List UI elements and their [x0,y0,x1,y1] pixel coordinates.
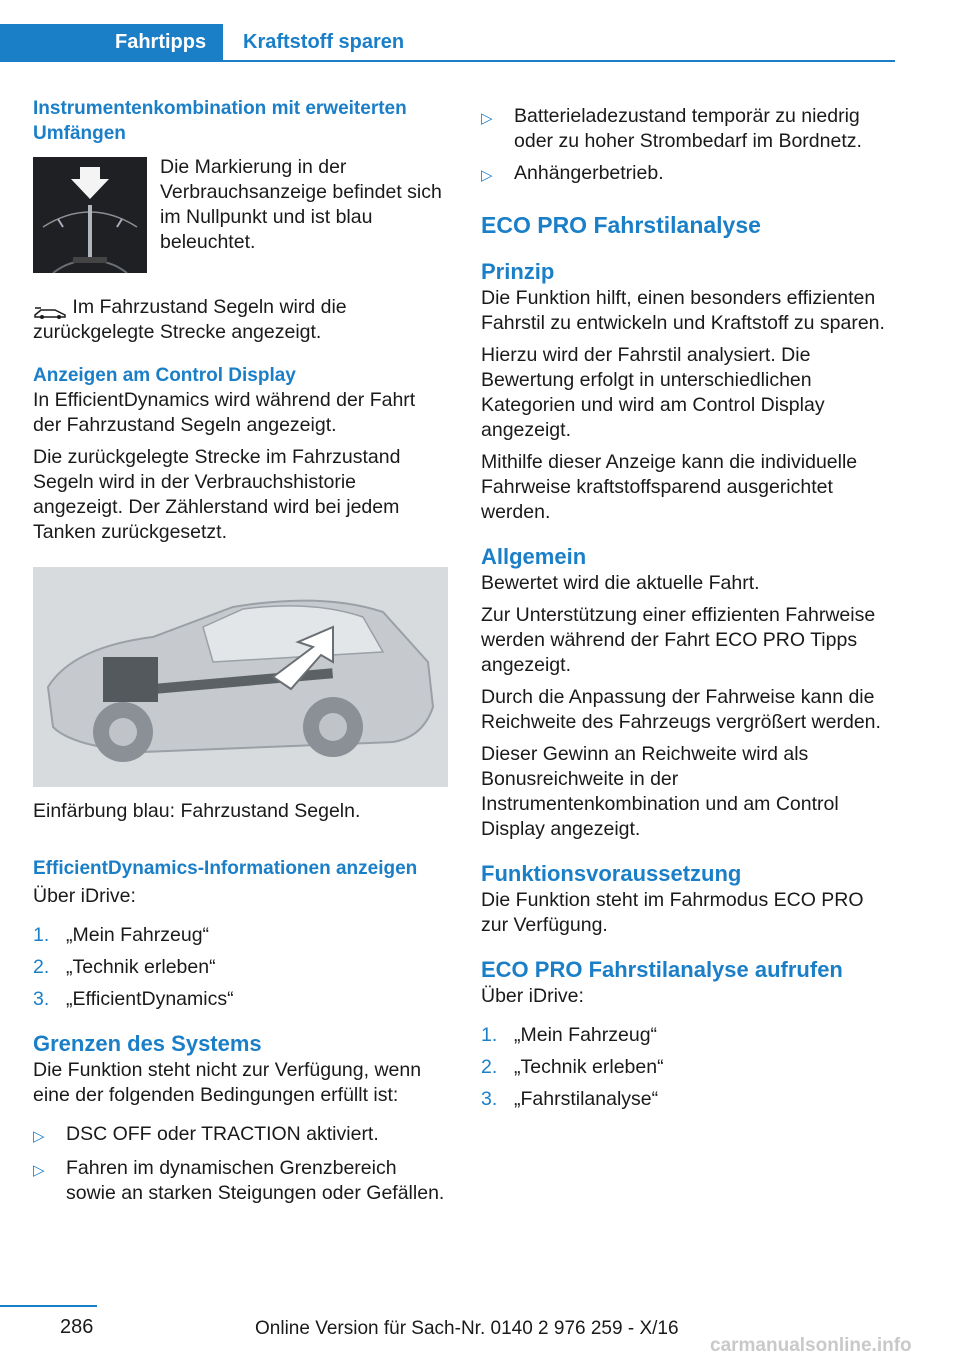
step-number: 1. [33,924,50,946]
triangle-bullet-icon: ▷ [33,1128,45,1145]
bullet-text: Fahren im dynamischen Grenzbereich sowie an starken Steigungen oder Gefällen. [66,1157,445,1204]
footer-divider [0,1305,97,1307]
bullets-left [33,1122,448,1206]
step-text: „EfficientDynamics“ [66,988,234,1010]
header-divider [0,60,895,62]
triangle-bullet-icon: ▷ [33,1162,45,1179]
prinzip-paragraph-1: Die Funktion hilft, einen besonders effizienten Fahrstil zu entwickeln und Kraftstoff zu sparen. [481,287,885,334]
step-number: 3. [481,1088,498,1110]
bullets-right [481,104,896,188]
step-number: 1. [481,1024,498,1046]
image-caption: Einfärbung blau: Fahrzustand Segeln. [33,800,361,822]
step-number: 2. [33,956,50,978]
tab-fahrtipps[interactable]: Fahrtipps [0,24,223,60]
heading-eco-pro-aufrufen: ECO PRO Fahrstilanalyse aufrufen [481,957,843,982]
page-number: 286 [60,1316,94,1338]
allgemein-paragraph-3: Durch die Anpassung der Fahrweise kann die Reichweite des Fahrzeugs vergrößert werden. [481,686,881,733]
step-text: „Technik erleben“ [514,1056,664,1078]
steps-right [481,1023,896,1112]
heading-instrumentenkombination: Instrumentenkombination mit erweiterten Umfängen [33,98,407,144]
heading-allgemein: Allgemein [481,544,587,569]
control-paragraph-1: In EfficientDynamics wird während der Fahrt der Fahrzustand Segeln angezeigt. [33,389,416,436]
allgemein-paragraph-2: Zur Unterstützung einer effizienten Fahrweise werden während der Fahrt ECO PRO Tipps angezeigt. [481,604,876,676]
heading-control-display: Anzeigen am Control Display [33,365,296,386]
list-item [33,987,448,1012]
list-item [481,104,896,154]
step-text: „Mein Fahrzeug“ [66,924,210,946]
segeln-paragraph [33,295,448,345]
idrive-label-left: Über iDrive: [33,885,136,907]
heading-funktionsvoraussetzung: Funktionsvoraussetzung [481,861,742,886]
prinzip-paragraph-2: Hierzu wird der Fahrstil analysiert. Die Bewertung erfolgt in unterschiedlichen Kategorien und wird am Control Display angezeigt. [481,344,825,441]
online-version-text: Online Version für Sach-Nr. 0140 2 976 259 - X/16 [255,1318,679,1339]
heading-eco-pro: ECO PRO Fahrstilanalyse [481,212,761,238]
tab-kraftstoff-sparen[interactable]: Kraftstoff sparen [243,30,405,53]
right-column [481,104,896,1119]
gauge-section [33,155,448,273]
heading-prinzip: Prinzip [481,259,555,284]
prinzip-paragraph-3: Mithilfe dieser Anzeige kann die individuelle Fahrweise kraftstoffsparend ausgerichtet werden. [481,451,858,523]
bullet-text: Anhängerbetrieb. [514,162,664,184]
gauge-image [33,157,147,273]
watermark: carmanualsonline.info [710,1335,912,1356]
bullet-text: Batterieladezustand temporär zu niedrig oder zu hoher Strombedarf im Bordnetz. [514,105,862,152]
grenzen-paragraph: Die Funktion steht nicht zur Verfügung, wenn eine der folgenden Bedingungen erfüllt ist: [33,1059,422,1106]
list-item [481,1087,896,1112]
list-item [481,1055,896,1080]
list-item [481,161,896,188]
triangle-bullet-icon: ▷ [481,110,493,127]
car-image [33,567,448,787]
heading-grenzen: Grenzen des Systems [33,1031,262,1056]
allgemein-paragraph-4: Dieser Gewinn an Reichweite wird als Bonusreichweite in der Instrumentenkombination und am Control Display angezeigt. [481,743,839,840]
bullet-text: DSC OFF oder TRACTION aktiviert. [66,1123,379,1145]
steps-left [33,923,448,1012]
step-number: 2. [481,1056,498,1078]
list-item [33,923,448,948]
step-number: 3. [33,988,50,1010]
control-paragraph-2: Die zurückgelegte Strecke im Fahrzustand Segeln wird in der Verbrauchshistorie angezeigt. Der Zählerstand wird bei jedem Tanken zurückgesetzt. [33,446,401,543]
header-bar [0,0,895,62]
sailing-car-icon [33,301,67,315]
step-text: „Fahrstilanalyse“ [514,1088,659,1110]
funktion-paragraph: Die Funktion steht im Fahrmodus ECO PRO zur Verfügung. [481,889,864,936]
segeln-text: Im Fahrzustand Segeln wird die zurückgelegte Strecke angezeigt. [33,296,347,343]
idrive-label-right: Über iDrive: [481,985,584,1007]
list-item [481,1023,896,1048]
list-item [33,1122,448,1149]
step-text: „Technik erleben“ [66,956,216,978]
heading-efficientdynamics-info: EfficientDynamics-Informationen anzeigen [33,858,418,879]
allgemein-paragraph-1: Bewertet wird die aktuelle Fahrt. [481,572,760,594]
gauge-description: Die Markierung in der Verbrauchsanzeige befindet sich im Nullpunkt und ist blau beleuchtet. [160,156,442,253]
list-item [33,955,448,980]
step-text: „Mein Fahrzeug“ [514,1024,658,1046]
list-item [33,1156,448,1206]
left-column [33,96,448,1213]
triangle-bullet-icon: ▷ [481,167,493,184]
